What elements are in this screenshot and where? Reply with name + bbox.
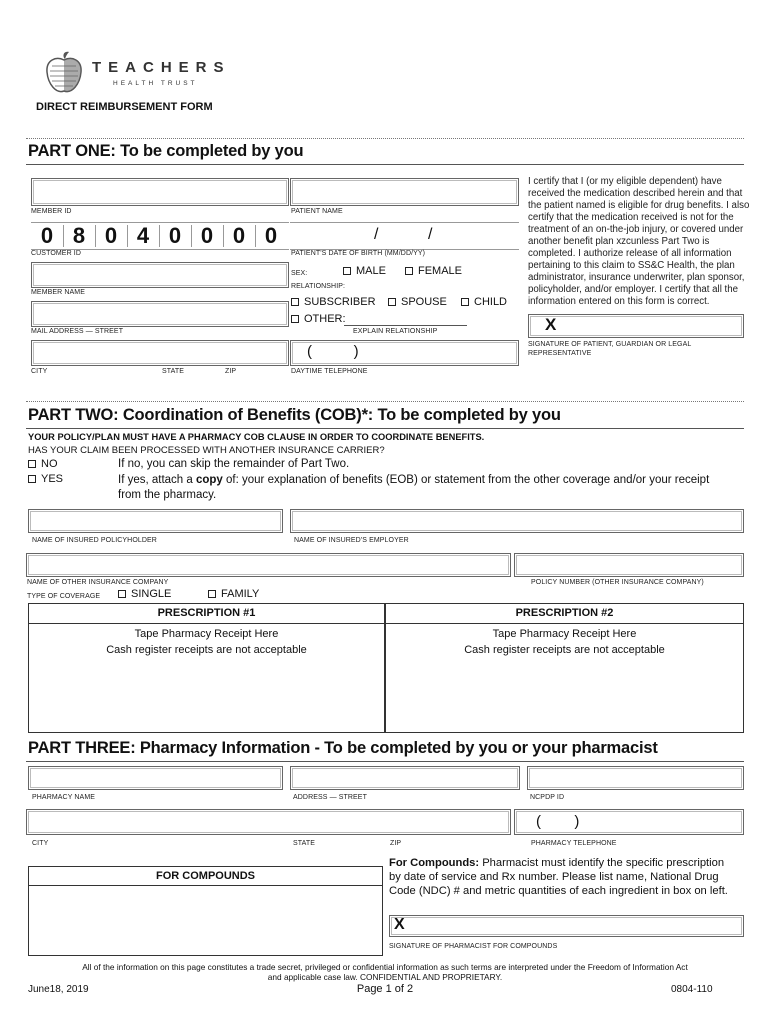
certification-text: I certify that I (or my eligible dependent) have received the medication described herein and that the patient named is eligible for drug benefits. I also certify that the medication received is not for the treatment of an on-the-job injury, or covered under another benefit plan xzcunless Part Two is completed. I authorize release of all information pertaining to this claim to SS&C Health, the plan administrator, insurance underwriter, plan sponsor, policyholder, and/or employer. I certify that all the information entered on this form is correct. bbox=[528, 176, 750, 307]
subscriber-checkbox[interactable] bbox=[291, 296, 376, 308]
spouse-checkbox[interactable] bbox=[388, 296, 447, 308]
no-explanation: If no, you can skip the remainder of Part Two. bbox=[118, 458, 350, 470]
policy-number-field[interactable] bbox=[514, 553, 744, 577]
relationship-label: RELATIONSHIP: bbox=[291, 283, 346, 290]
member-name-label: MEMBER NAME bbox=[31, 289, 85, 296]
prescription-1-box[interactable] bbox=[28, 603, 385, 733]
checkbox-icon bbox=[405, 267, 413, 275]
pharmacy-name-field[interactable] bbox=[28, 766, 283, 790]
customer-id-digit: 0 bbox=[104, 223, 118, 248]
insured-employer-field[interactable] bbox=[290, 509, 744, 533]
tape-receipt-text: Tape Pharmacy Receipt Here bbox=[492, 628, 637, 640]
prescription-1-title: PRESCRIPTION #1 bbox=[29, 604, 384, 624]
insured-policyholder-field[interactable] bbox=[28, 509, 283, 533]
mail-address-label: MAIL ADDRESS — STREET bbox=[31, 328, 124, 335]
cob-notice: YOUR POLICY/PLAN MUST HAVE A PHARMACY COB CLAUSE IN ORDER TO COORDINATE BENEFITS. bbox=[28, 432, 485, 442]
no-checkbox[interactable] bbox=[28, 458, 58, 470]
member-id-label: MEMBER ID bbox=[31, 208, 72, 215]
legal-notice-2: and applicable case law. CONFIDENTIAL AND PROPRIETARY. bbox=[267, 972, 503, 982]
no-text: NO bbox=[41, 458, 58, 470]
checkbox-icon bbox=[291, 315, 299, 323]
single-checkbox[interactable] bbox=[118, 588, 171, 600]
yes-text-a: If yes, attach a bbox=[118, 474, 196, 486]
pharmacy-zip-label: ZIP bbox=[390, 840, 402, 847]
customer-id-digit: 0 bbox=[200, 223, 214, 248]
insured-policyholder-label: NAME OF INSURED POLICYHOLDER bbox=[32, 537, 157, 544]
other-text: OTHER: bbox=[304, 313, 346, 325]
tape-receipt-text: Tape Pharmacy Receipt Here bbox=[134, 628, 279, 640]
brand-name: TEACHERS bbox=[92, 59, 231, 76]
member-id-field[interactable] bbox=[31, 178, 289, 206]
pharmacist-signature-field[interactable] bbox=[389, 915, 744, 937]
patient-signature-field[interactable] bbox=[528, 314, 744, 338]
cash-receipt-text: Cash register receipts are not acceptable bbox=[464, 644, 665, 656]
male-checkbox[interactable] bbox=[343, 265, 386, 277]
pharmacy-state-label: STATE bbox=[293, 840, 316, 847]
patient-signature-label: SIGNATURE OF PATIENT, GUARDIAN OR LEGAL REPRESENTATIVE bbox=[528, 341, 692, 357]
female-checkbox[interactable] bbox=[405, 265, 462, 277]
yes-text: YES bbox=[41, 473, 64, 485]
ncpdp-label: NCPDP ID bbox=[530, 794, 565, 801]
prescription-2-box[interactable] bbox=[385, 603, 744, 733]
policy-number-label: POLICY NUMBER (OTHER INSURANCE COMPANY) bbox=[531, 579, 704, 586]
pharmacy-city-label: CITY bbox=[32, 840, 49, 847]
other-insurance-label: NAME OF OTHER INSURANCE COMPANY bbox=[27, 579, 169, 586]
coverage-type-label: TYPE OF COVERAGE bbox=[27, 593, 101, 600]
customer-id-digit: 8 bbox=[72, 223, 86, 248]
dob-slash: / bbox=[374, 226, 379, 243]
customer-id-digit: 4 bbox=[136, 223, 150, 248]
patient-name-field[interactable] bbox=[290, 178, 519, 206]
checkbox-icon bbox=[28, 460, 36, 468]
patient-name-label: PATIENT NAME bbox=[291, 208, 343, 215]
cash-receipt-text: Cash register receipts are not acceptable bbox=[106, 644, 307, 656]
compounds-box[interactable] bbox=[28, 866, 383, 956]
patient-signature-mark: X bbox=[545, 315, 557, 334]
family-text: FAMILY bbox=[221, 588, 260, 600]
child-text: CHILD bbox=[474, 296, 508, 308]
member-name-field[interactable] bbox=[31, 262, 289, 288]
checkbox-icon bbox=[118, 590, 126, 598]
compounds-instructions bbox=[389, 856, 734, 898]
explain-line bbox=[344, 325, 467, 326]
cob-question: HAS YOUR CLAIM BEEN PROCESSED WITH ANOTHER INSURANCE CARRIER? bbox=[28, 445, 385, 456]
compounds-text: Pharmacist must identify the specific prescription by date of service and Rx number. Please list name, National Drug Code (NDC) # and metric quantities of each ingredient in box on left. bbox=[389, 857, 728, 897]
yes-text-b: copy bbox=[195, 474, 223, 486]
zip-label: ZIP bbox=[225, 368, 237, 375]
part-three-heading: PART THREE: Pharmacy Information - To be completed by you or your pharmacist bbox=[28, 739, 658, 757]
yes-text-c: of: your explanation of benefits (EOB) or statement from the other coverage and/or your receipt from the pharmacy. bbox=[118, 474, 710, 501]
pharmacy-address-label: ADDRESS — STREET bbox=[293, 794, 367, 801]
legal-notice-1: All of the information on this page constitutes a trade secret, privileged or confidential information as such terms are interpreted under the Freedom of Information Act bbox=[82, 962, 688, 972]
yes-checkbox[interactable] bbox=[28, 473, 63, 485]
brand-sub: HEALTH TRUST bbox=[113, 80, 198, 87]
pharmacist-signature-label: SIGNATURE OF PHARMACIST FOR COMPOUNDS bbox=[389, 943, 558, 950]
customer-id-digit: 0 bbox=[40, 223, 54, 248]
other-insurance-field[interactable] bbox=[26, 553, 511, 577]
checkbox-icon bbox=[388, 298, 396, 306]
sex-label: SEX: bbox=[291, 270, 308, 277]
form-title: DIRECT REIMBURSEMENT FORM bbox=[36, 101, 213, 113]
dob-slash: / bbox=[428, 226, 433, 243]
footer-date: June18, 2019 bbox=[28, 984, 89, 995]
child-checkbox[interactable] bbox=[461, 296, 507, 308]
checkbox-icon bbox=[28, 475, 36, 483]
pharmacist-signature-mark: X bbox=[394, 916, 405, 933]
insured-employer-label: NAME OF INSURED'S EMPLOYER bbox=[294, 537, 409, 544]
other-checkbox[interactable] bbox=[291, 313, 346, 325]
spouse-text: SPOUSE bbox=[401, 296, 447, 308]
prescription-2-title: PRESCRIPTION #2 bbox=[386, 604, 743, 624]
customer-id-digit: 0 bbox=[232, 223, 246, 248]
apple-logo-icon bbox=[42, 50, 86, 96]
compounds-title: FOR COMPOUNDS bbox=[29, 867, 382, 886]
checkbox-icon bbox=[208, 590, 216, 598]
pharmacy-phone-value: ( ) bbox=[536, 813, 580, 830]
customer-id-digit: 0 bbox=[168, 223, 182, 248]
pharmacy-name-label: PHARMACY NAME bbox=[32, 794, 96, 801]
male-text: MALE bbox=[356, 265, 386, 277]
customer-id-label: CUSTOMER ID bbox=[31, 250, 81, 257]
yes-explanation bbox=[118, 473, 728, 503]
customer-id-digit: 0 bbox=[264, 223, 278, 248]
city-label: CITY bbox=[31, 368, 48, 375]
city-state-zip-field[interactable] bbox=[31, 340, 289, 366]
dob-label: PATIENT'S DATE OF BIRTH (MM/DD/YY) bbox=[291, 250, 426, 257]
checkbox-icon bbox=[343, 267, 351, 275]
compounds-bold: For Compounds: bbox=[389, 857, 480, 869]
daytime-phone-value: ( ) bbox=[307, 343, 359, 360]
customer-id-field[interactable] bbox=[31, 222, 289, 250]
pharmacy-phone-label: PHARMACY TELEPHONE bbox=[531, 840, 617, 847]
part-one-heading: PART ONE: To be completed by you bbox=[28, 142, 304, 160]
part-two-heading: PART TWO: Coordination of Benefits (COB)*: To be completed by you bbox=[28, 406, 561, 424]
subscriber-text: SUBSCRIBER bbox=[304, 296, 376, 308]
pharmacy-address-field[interactable] bbox=[290, 766, 520, 790]
dob-field[interactable] bbox=[290, 222, 519, 250]
single-text: SINGLE bbox=[131, 588, 172, 600]
checkbox-icon bbox=[291, 298, 299, 306]
mail-address-field[interactable] bbox=[31, 301, 289, 327]
page-number: Page 1 of 2 bbox=[356, 983, 414, 995]
female-text: FEMALE bbox=[418, 265, 463, 277]
daytime-phone-label: DAYTIME TELEPHONE bbox=[291, 368, 368, 375]
family-checkbox[interactable] bbox=[208, 588, 259, 600]
ncpdp-field[interactable] bbox=[527, 766, 744, 790]
logo bbox=[42, 50, 86, 96]
form-code: 0804-110 bbox=[671, 984, 713, 995]
explain-label: EXPLAIN RELATIONSHIP bbox=[353, 328, 438, 335]
state-label: STATE bbox=[162, 368, 185, 375]
checkbox-icon bbox=[461, 298, 469, 306]
pharmacy-city-state-zip-field[interactable] bbox=[26, 809, 511, 835]
